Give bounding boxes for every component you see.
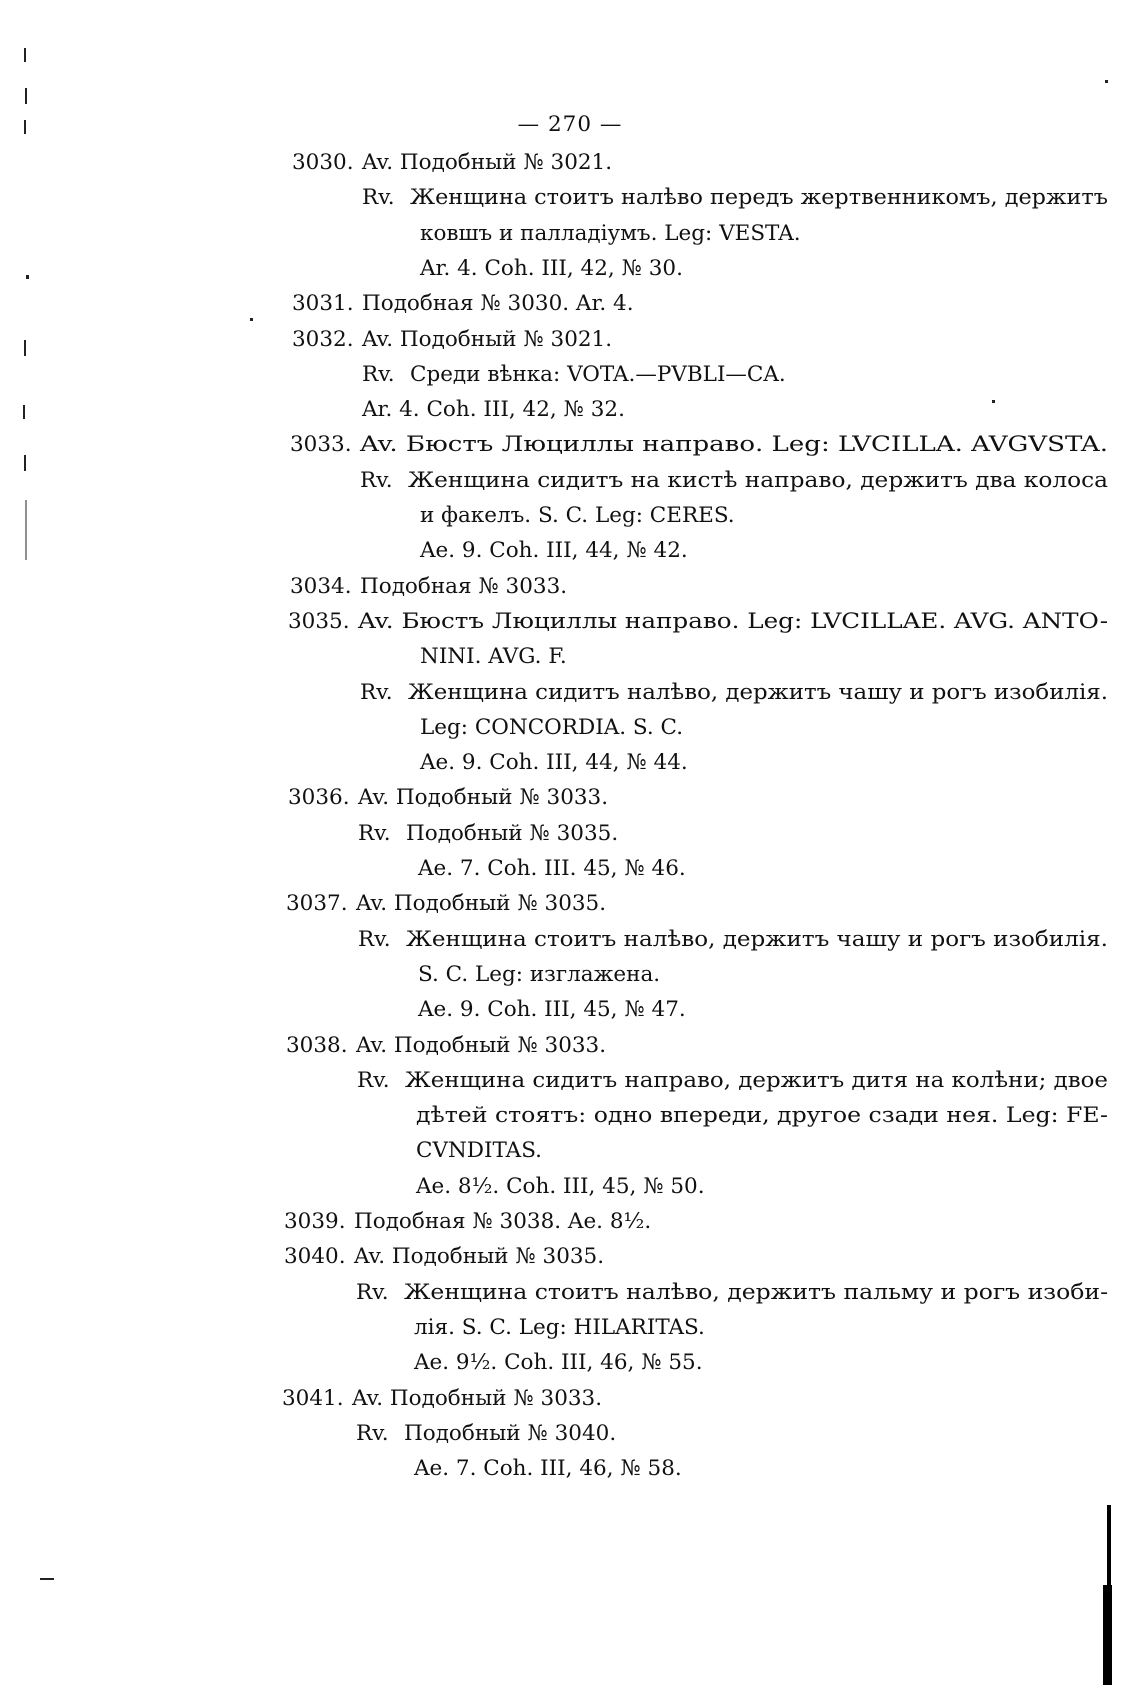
entry-text: NINI. AVG. F. [420,644,567,670]
entry-number: 3034. [290,573,352,599]
entry-text: дѣтей стоятъ: одно впереди, другое сзади нея. Leg: FE- [416,1103,1109,1129]
entry-text: Av. Бюстъ Люциллы направо. Leg: LVCILLA. AVGVSTA. [360,432,1109,458]
entry-text: Av. Подобный № 3033. [356,1032,607,1058]
reverse-label: Rv. [362,361,395,387]
entry-text: Av. Подобный № 3033. [358,785,609,811]
entry-text: CVNDITAS. [416,1138,543,1164]
entry-text: Подобный № 3040. [404,1420,617,1446]
entry-text: Leg: CONCORDIA. S. C. [420,714,684,740]
entry-text: Женщина сидитъ на кистѣ направо, держитъ два колоса [408,467,1109,493]
entry-number: 3032. [292,326,354,352]
entry-text: лія. S. C. Leg: HILARITAS. [414,1314,705,1340]
entry-number: 3038. [286,1032,348,1058]
entry-text: Женщина стоитъ налѣво передъ жертвенникомъ, держитъ [410,185,1108,211]
entry-number: 3039. [284,1209,346,1234]
entry-number: 3030. [292,150,354,175]
entry-text: Av. Подобный № 3035. [356,891,607,917]
reverse-label: Rv. [357,1067,390,1093]
entry-number: 3031. [292,291,354,317]
entry-number: 3033. [290,432,352,458]
entry-text: Ae. 7. Coh. III, 46, № 58. [414,1456,682,1482]
entry-text: ковшъ и палладіумъ. Leg: VESTA. [420,220,801,246]
entry-number: 3036. [288,785,350,811]
entry-text: Подобная № 3038. Ae. 8½. [354,1209,652,1234]
entry-text: Подобная № 3030. Ar. 4. [362,291,634,317]
entry-text: Среди вѣнка: VOTA.—PVBLI—CA. [410,361,786,387]
entry-text: Ae. 9. Coh. III, 44, № 44. [420,750,688,776]
entry-text: Подобный № 3035. [406,820,619,846]
entry-text: и факелъ. S. C. Leg: CERES. [420,503,735,528]
reverse-label: Rv. [356,1420,389,1446]
reverse-label: Rv. [358,926,391,952]
reverse-label: Rv. [362,185,395,211]
entry-text: Ae. 9. Coh. III, 44, № 42. [420,538,688,564]
page-number: — 270 — [517,112,623,137]
entry-text: Женщина стоитъ налѣво, держитъ чашу и рогъ изобилія. [406,926,1109,952]
reverse-label: Rv. [356,1279,389,1305]
entry-text: Av. Бюстъ Люциллы направо. Leg: LVCILLAE. AVG. ANTO- [358,608,1109,634]
entry-text: Подобная № 3033. [360,573,568,599]
reverse-label: Rv. [360,467,393,493]
reverse-label: Rv. [360,679,393,705]
reverse-label: Rv. [358,820,391,846]
entry-text: Av. Подобный № 3021. [362,150,613,175]
entry-text: Женщина стоитъ налѣво, держитъ пальму и рогъ изоби- [404,1279,1109,1305]
entry-number: 3035. [288,608,350,634]
entry-number: 3040. [284,1244,346,1270]
entry-text: Женщина сидитъ налѣво, держитъ чашу и рогъ изобилія. [408,679,1108,705]
entry-text: Ae. 9½. Coh. III, 46, № 55. [414,1350,703,1376]
entry-text: Av. Подобный № 3035. [354,1244,605,1270]
entry-text: Av. Подобный № 3033. [352,1385,603,1411]
entry-text: Ae. 8½. Coh. III, 45, № 50. [416,1173,705,1199]
entry-number: 3041. [282,1385,344,1411]
margin-bar-lower [1103,1585,1112,1685]
entry-text: Ae. 9. Coh. III, 45, № 47. [418,997,686,1023]
entry-text: Ar. 4. Coh. III, 42, № 32. [362,397,625,423]
entry-text: Av. Подобный № 3021. [362,326,613,352]
entry-number: 3037. [286,891,348,917]
entry-text: Ae. 7. Coh. III. 45, № 46. [418,856,686,881]
entry-text: Ar. 4. Coh. III, 42, № 30. [420,255,683,281]
entry-text: Женщина сидитъ направо, держитъ дитя на колѣни; двое [405,1067,1108,1093]
entry-text: S. C. Leg: изглажена. [418,961,661,987]
